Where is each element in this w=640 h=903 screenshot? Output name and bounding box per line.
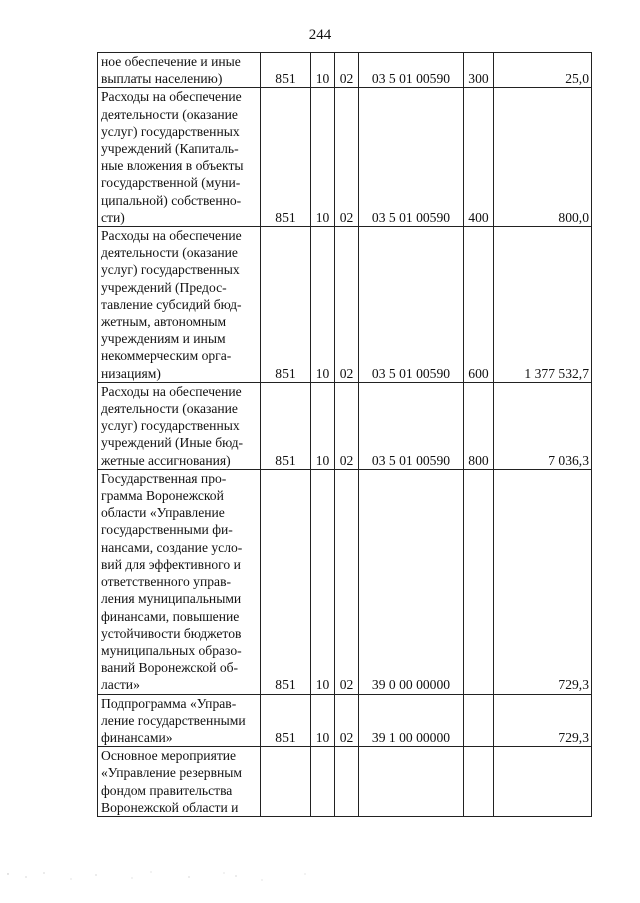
subsection-cell [335, 747, 359, 817]
description-line: учреждениям и иным [101, 331, 226, 347]
description-line: Расходы на обеспечение [101, 89, 242, 105]
description-line: Основное мероприятие [101, 748, 237, 764]
description-line: деятельности (оказание [101, 245, 238, 261]
budget-table [97, 52, 592, 817]
description-line: Подпрограмма «Управ- [101, 695, 237, 711]
description-line: вий для эффективного и [101, 556, 241, 572]
table-row [98, 227, 592, 383]
description-line: Воронежской области и [101, 799, 239, 815]
expense-type-cell: 800 [464, 382, 494, 469]
description-line: тавление субсидий бюд- [101, 296, 242, 312]
description-line: услуг) государственных [101, 262, 240, 278]
target-item-cell: 03 5 01 00590 [359, 53, 464, 88]
description-cell [98, 469, 261, 694]
ministry-cell: 851 [261, 227, 311, 383]
description-line: ответственного управ- [101, 574, 232, 590]
expense-type-cell [464, 747, 494, 817]
subsection-cell: 02 [335, 88, 359, 227]
section-cell [311, 747, 335, 817]
amount-cell: 800,0 [494, 88, 592, 227]
description-line: Расходы на обеспечение [101, 383, 242, 399]
description-line: услуг) государственных [101, 418, 240, 434]
description-line: сти) [101, 209, 125, 225]
description-cell [98, 53, 261, 88]
description-cell [98, 227, 261, 383]
description-line: услуг) государственных [101, 123, 240, 139]
description-line: грамма Воронежской [101, 488, 224, 504]
description-line: жетным, автономным [101, 314, 227, 330]
amount-cell: 729,3 [494, 694, 592, 747]
description-cell [98, 747, 261, 817]
description-line: ласти» [101, 677, 140, 693]
description-line: ления муниципальными [101, 591, 242, 607]
description-line: государственной (муни- [101, 175, 241, 191]
subsection-cell: 02 [335, 469, 359, 694]
description-line: государственными фи- [101, 522, 233, 538]
ministry-cell: 851 [261, 88, 311, 227]
table-row [98, 53, 592, 88]
description-cell [98, 694, 261, 747]
amount-cell [494, 747, 592, 817]
description-line: «Управление резервным [101, 765, 242, 781]
amount-cell: 729,3 [494, 469, 592, 694]
description-line: низациям) [101, 365, 161, 381]
description-line: области «Управление [101, 505, 225, 521]
subsection-cell: 02 [335, 382, 359, 469]
description-line: Расходы на обеспечение [101, 228, 242, 244]
description-line: деятельности (оказание [101, 106, 238, 122]
subsection-cell: 02 [335, 53, 359, 88]
description-line: ное обеспечение и иные [101, 54, 241, 69]
target-item-cell: 03 5 01 00590 [359, 88, 464, 227]
description-line: муниципальных образо- [101, 642, 242, 658]
section-cell: 10 [311, 382, 335, 469]
description-line: финансами» [101, 729, 173, 745]
description-line: некоммерческим орга- [101, 348, 232, 364]
description-line: ные вложения в объекты [101, 158, 244, 174]
expense-type-cell: 400 [464, 88, 494, 227]
target-item-cell [359, 747, 464, 817]
description-line: деятельности (оказание [101, 401, 238, 417]
description-cell [98, 88, 261, 227]
description-line: фондом правительства [101, 782, 233, 798]
section-cell: 10 [311, 53, 335, 88]
table-row [98, 88, 592, 227]
ministry-cell: 851 [261, 469, 311, 694]
description-line: ление государственными [101, 712, 246, 728]
ministry-cell: 851 [261, 694, 311, 747]
subsection-cell: 02 [335, 227, 359, 383]
table-row [98, 694, 592, 747]
amount-cell: 1 377 532,7 [494, 227, 592, 383]
amount-cell: 25,0 [494, 53, 592, 88]
description-line: устойчивости бюджетов [101, 625, 242, 641]
ministry-cell: 851 [261, 53, 311, 88]
description-line: учреждений (Капиталь- [101, 141, 239, 157]
subsection-cell: 02 [335, 694, 359, 747]
ministry-cell: 851 [261, 382, 311, 469]
scan-noise [0, 868, 640, 888]
description-line: жетные ассигнования) [101, 452, 231, 468]
expense-type-cell [464, 469, 494, 694]
description-cell [98, 382, 261, 469]
page-number: 244 [308, 27, 332, 43]
description-line: ваний Воронежской об- [101, 660, 239, 676]
target-item-cell: 39 1 00 00000 [359, 694, 464, 747]
section-cell: 10 [311, 227, 335, 383]
description-line: выплаты населению) [101, 71, 223, 87]
description-line: нансами, создание усло- [101, 539, 243, 555]
description-line: Государственная про- [101, 470, 227, 486]
ministry-cell [261, 747, 311, 817]
section-cell: 10 [311, 88, 335, 227]
amount-cell: 7 036,3 [494, 382, 592, 469]
section-cell: 10 [311, 469, 335, 694]
description-line: учреждений (Иные бюд- [101, 435, 244, 451]
section-cell: 10 [311, 694, 335, 747]
description-line: учреждений (Предос- [101, 279, 227, 295]
description-line: ципальной) собственно- [101, 192, 242, 208]
target-item-cell: 03 5 01 00590 [359, 227, 464, 383]
target-item-cell: 03 5 01 00590 [359, 382, 464, 469]
expense-type-cell [464, 694, 494, 747]
expense-type-cell: 300 [464, 53, 494, 88]
table-row [98, 469, 592, 694]
description-line: финансами, повышение [101, 608, 240, 624]
table-row [98, 747, 592, 817]
target-item-cell: 39 0 00 00000 [359, 469, 464, 694]
table-row [98, 382, 592, 469]
expense-type-cell: 600 [464, 227, 494, 383]
